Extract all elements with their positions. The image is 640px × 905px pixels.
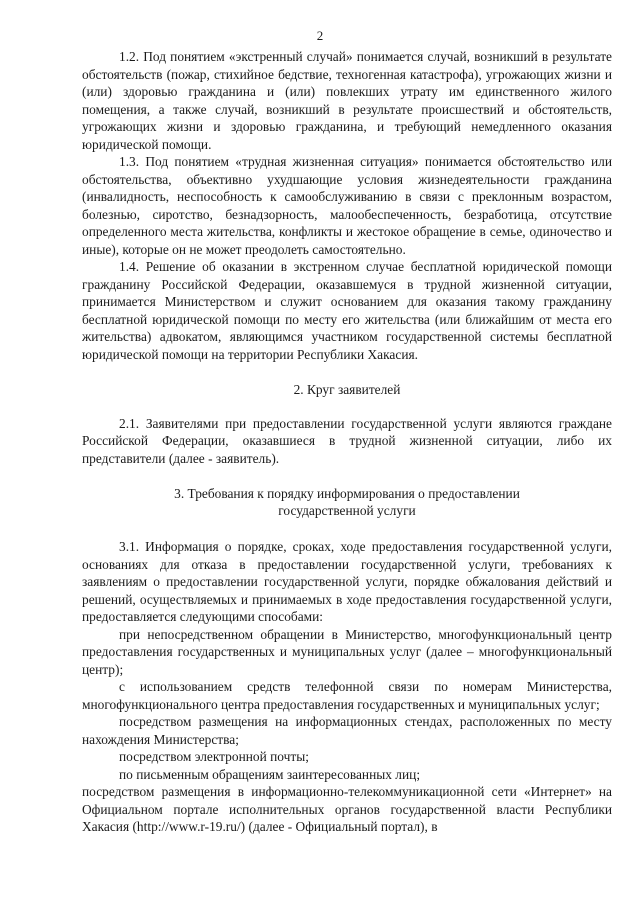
paragraph-1-3: 1.3. Под понятием «трудная жизненная ситуация» понимается обстоятельство или обстоятельства, объективно ухудшающие условия жизнедеятельности гражданина (инвалидность, неспособность к самообслуживанию в связи с преклонным возрастом, болезнью, сиротство, безнадзорность, малообеспеченность, безработица, отсутствие определенного места жительства, конфликты и жестокое обращение в семье, одиночество и иные), которые он не может преодолеть самостоятельно. xyxy=(82,154,612,257)
list-item: посредством размещения на информационных стендах, расположенных по месту нахождения Министерства; xyxy=(82,714,612,747)
list-item: при непосредственном обращении в Министерство, многофункциональный центр предоставления государственных и муниципальных услуг (далее – многофункциональный центр); xyxy=(82,626,612,677)
paragraph-3-1: 3.1. Информация о порядке, сроках, ходе предоставления государственной услуги, основаниях для отказа в предоставлении государственной услуги, требованиях к заявлениям о предоставлении государственной услуги, порядке обжалования действий и решений, осуществляемых и принимаемых в ходе предоставления государственной услуги, предоставляется следующими способами: xyxy=(82,539,612,624)
list-item: по письменным обращениям заинтересованных лиц; xyxy=(119,766,421,782)
paragraph-1-2: 1.2. Под понятием «экстренный случай» понимается случай, возникший в результате обстоятельств (пожар, стихийное бедствие, техногенная катастрофа), угрожающих жизни и (или) здоровью гражданина и (или) повлекших утрату им единственного жилого помещения, а также случай, возникший в результате происшествий и обстоятельств, угрожающих жизни и здоровью гражданина, и требующий немедленного оказания юридической помощи. xyxy=(82,49,612,152)
page-number: 2 xyxy=(316,28,324,43)
paragraph-1-4: 1.4. Решение об оказании в экстренном случае бесплатной юридической помощи гражданину Российской Федерации, оказавшемуся в трудной жизненной ситуации, принимается Министерством и служит основанием для оказания такому гражданину бесплатной юридической помощи по месту его жительства (или ближайшим от места его жительства) адвокатом, являющимся участником государственной системы бесплатной юридической помощи на территории Республики Хакасия. xyxy=(82,259,612,362)
paragraph-internet: посредством размещения в информационно-телекоммуникационной сети «Интернет» на Официальном портале исполнительных органов государственной власти Республики Хакасия (http://www.r-19.ru/) (далее - Официальный портал), в xyxy=(82,784,612,834)
document-body xyxy=(82,48,612,836)
section-heading-2: 2. Круг заявителей xyxy=(293,382,401,397)
section-heading-3-line-2: государственной услуги xyxy=(278,503,416,518)
list-item: посредством электронной почты; xyxy=(119,749,309,764)
section-heading-3 xyxy=(82,485,612,519)
list-item: с использованием средств телефонной связи по номерам Министерства, многофункционального центра предоставления государственных и муниципальных услуг; xyxy=(82,679,612,712)
paragraph-2-1: 2.1. Заявителями при предоставлении государственной услуги являются граждане Российской Федерации, оказавшиеся в трудной жизненной ситуации, либо их представители (далее - заявитель). xyxy=(82,415,612,466)
section-heading-3-line-1: 3. Требования к порядку информирования о предоставлении xyxy=(174,486,520,501)
